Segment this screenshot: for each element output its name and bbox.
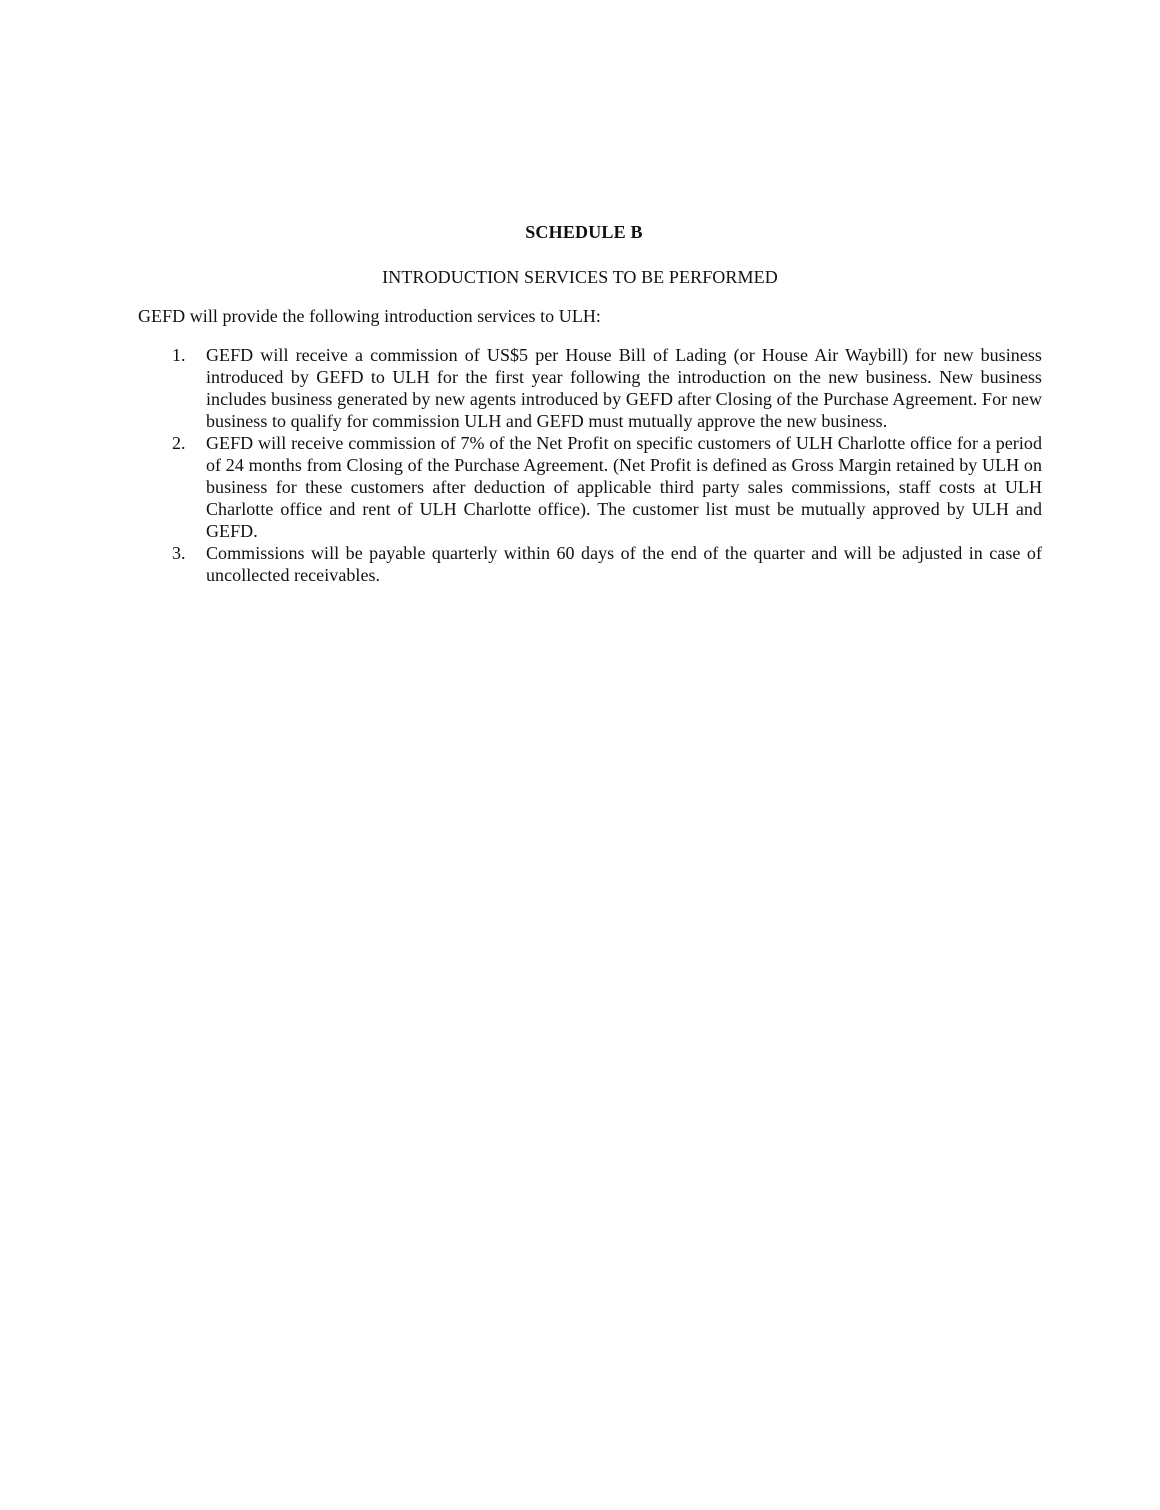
service-item-2 <box>172 432 1042 542</box>
intro-paragraph: GEFD will provide the following introduction services to ULH: <box>138 306 601 326</box>
service-item-text: GEFD will receive commission of 7% of the Net Profit on specific customers of ULH Charlotte office for a period of 24 months from Closing of the Purchase Agreement. (Net Profit is defined as Gross Margin retained by ULH on business for these customers after deduction of applicable third party sales commissions, staff costs at ULH Charlotte office and rent of ULH Charlotte office). The customer list must be mutually approved by ULH and GEFD. <box>206 433 1042 541</box>
service-item-text: GEFD will receive a commission of US$5 per House Bill of Lading (or House Air Waybill) for new business introduced by GEFD to ULH for the first year following the introduction on the new business. New business includes business generated by new agents introduced by GEFD after Closing of the Purchase Agreement. For new business to qualify for commission ULH and GEFD must mutually approve the new business. <box>206 345 1042 431</box>
service-item-number: 2. <box>172 433 186 453</box>
service-item-number: 3. <box>172 543 186 563</box>
service-item-1 <box>172 344 1042 432</box>
service-item-number: 1. <box>172 345 186 365</box>
service-item-text: Commissions will be payable quarterly within 60 days of the end of the quarter and will be adjusted in case of uncollected receivables. <box>206 543 1042 585</box>
schedule-subtitle: INTRODUCTION SERVICES TO BE PERFORMED <box>382 267 778 287</box>
services-list <box>172 344 1042 586</box>
service-item-3 <box>172 542 1042 586</box>
schedule-title: SCHEDULE B <box>525 222 643 242</box>
